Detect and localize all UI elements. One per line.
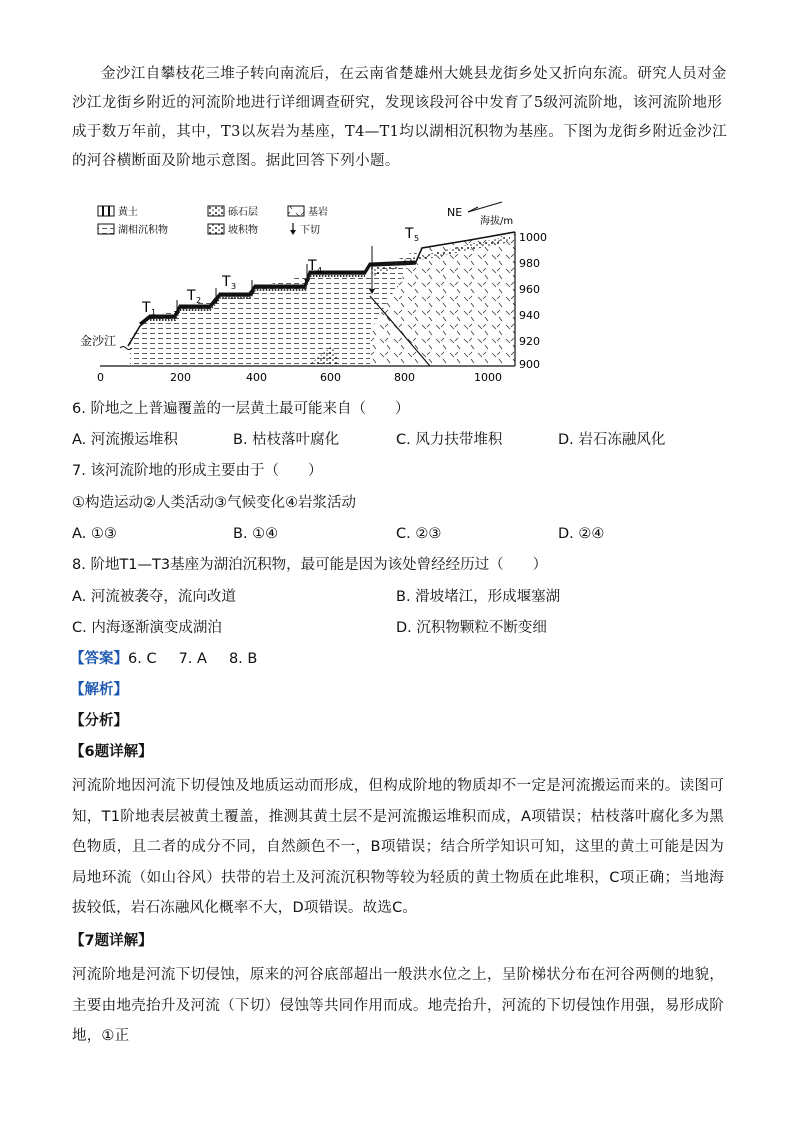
q7-option-c: C. ②③ xyxy=(396,526,442,542)
question-6-stem: 6. 阶地之上普遍覆盖的一层黄土最可能来自（ ） xyxy=(72,401,410,417)
q8-option-b: B. 滑坡堵江，形成堰塞湖 xyxy=(396,589,561,605)
legend xyxy=(98,205,328,236)
analysis-heading: 【解析】 xyxy=(70,682,128,698)
legend-colluvium-swatch xyxy=(208,224,224,234)
answer-6: 6. C xyxy=(128,651,157,667)
answer-line xyxy=(70,649,279,669)
q6-option-c: C. 风力扶带堆积 xyxy=(396,432,503,448)
legend-gravel: 砾石层 xyxy=(228,207,258,218)
terrace-t4-sub: 4 xyxy=(317,266,323,275)
y-tick-920: 920 xyxy=(519,335,540,348)
question-7-choices: ①构造运动②人类活动③气候变化④岩浆活动 xyxy=(72,495,356,511)
direction-arrow-icon xyxy=(468,202,502,212)
terrace-t3: T xyxy=(222,274,231,290)
detail-6-heading: 【6题详解】 xyxy=(70,744,153,760)
terrace-t1-sub: 1 xyxy=(151,308,157,317)
answer-label: 【答案】 xyxy=(70,651,128,667)
y-tick-900: 900 xyxy=(519,358,540,371)
river-label: 金沙江 xyxy=(80,334,117,348)
legend-bedrock: 基岩 xyxy=(308,207,328,218)
legend-lake: 湖相沉积物 xyxy=(118,225,168,236)
y-ticks xyxy=(519,231,547,371)
cross-section-svg xyxy=(70,196,550,386)
y-tick-1000: 1000 xyxy=(519,231,547,244)
y-tick-980: 980 xyxy=(519,257,540,270)
q7-option-d: D. ②④ xyxy=(558,526,605,542)
legend-colluvium: 坡积物 xyxy=(228,225,258,236)
answer-7: 7. A xyxy=(178,651,207,667)
terrace-t3-sub: 3 xyxy=(231,282,237,291)
terrace-cross-section-figure xyxy=(70,196,550,386)
answer-8: 8. B xyxy=(228,651,258,667)
breakdown-heading: 【分析】 xyxy=(70,713,128,729)
question-8-stem: 8. 阶地T1—T3基座为湖泊沉积物，最可能是因为该处曾经经历过（ ） xyxy=(72,557,548,573)
x-tick-800: 800 xyxy=(394,371,415,384)
terrace-t2-sub: 2 xyxy=(196,296,202,305)
intro-paragraph: 金沙江自攀枝花三堆子转向南流后，在云南省楚雄州大姚县龙街乡处又折向东流。研究人员对金沙江龙街乡附近的河流阶地进行详细调查研究，发现该段河谷中发育了5级河流阶地，该河流阶地形成于数万年前，其中，T3以灰岩为基座，T4—T1均以湖相沉积物为基座。下图为龙街乡附近金沙江的河谷横断面及阶地示意图。据此回答下列小题。 xyxy=(72,66,728,169)
legend-loess: 黄土 xyxy=(118,207,138,218)
x-tick-600: 600 xyxy=(320,371,341,384)
q7-option-a: A. ①③ xyxy=(72,526,117,542)
terrace-t1: T xyxy=(142,300,151,316)
q8-option-d: D. 沉积物颗粒不断变细 xyxy=(396,620,547,636)
legend-gravel-swatch xyxy=(208,206,224,216)
terrace-t4: T xyxy=(308,258,317,274)
q8-option-c: C. 内海逐渐演变成湖泊 xyxy=(72,620,222,636)
detail-7-heading: 【7题详解】 xyxy=(70,933,153,949)
terrace-t2: T xyxy=(187,288,196,304)
x-tick-400: 400 xyxy=(246,371,267,384)
q6-option-d: D. 岩石冻融风化 xyxy=(558,432,666,448)
y-tick-960: 960 xyxy=(519,283,540,296)
legend-bedrock-swatch xyxy=(288,206,304,216)
x-ticks xyxy=(97,371,502,384)
question-7-stem: 7. 该河流阶地的形成主要由于（ ） xyxy=(72,463,323,479)
elevation-unit: 海拔/m xyxy=(480,216,514,227)
x-tick-1000: 1000 xyxy=(474,371,502,384)
direction-label: NE xyxy=(447,206,463,219)
x-tick-0: 0 xyxy=(97,371,104,384)
q6-option-a: A. 河流搬运堆积 xyxy=(72,432,178,448)
q6-option-b: B. 枯枝落叶腐化 xyxy=(233,432,340,448)
detail-6-paragraph: 河流阶地因河流下切侵蚀及地质运动而形成，但构成阶地的物质却不一定是河流搬运而来的。读图可知，T1阶地表层被黄土覆盖，推测其黄土层不是河流搬运堆积而成，A项错误；枯枝落叶腐化多为黑色物质，且二者的成分不同，自然颜色不一，B项错误；结合所学知识可知，这里的黄土可能是因为局地环流（如山谷风）扶带的岩土及河流沉积物等较为轻质的黄土物质在此堆积，C项正确；当地海拔较低，岩石冻融风化概率不大，D项错误。故选C。 xyxy=(72,778,724,916)
terrace-t5: T xyxy=(405,226,414,242)
y-tick-940: 940 xyxy=(519,309,540,322)
terrace-t5-sub: 5 xyxy=(414,234,420,243)
legend-lake-swatch xyxy=(98,224,114,234)
x-tick-200: 200 xyxy=(170,371,191,384)
detail-7-paragraph: 河流阶地是河流下切侵蚀，原来的河谷底部超出一般洪水位之上，呈阶梯状分布在河谷两侧的地貌，主要由地壳抬升及河流（下切）侵蚀等共同作用而成。地壳抬升，河流的下切侵蚀作用强，易形成阶地，①正 xyxy=(72,967,724,1044)
legend-loess-swatch xyxy=(98,206,114,216)
legend-downcut: 下切 xyxy=(300,225,320,236)
q8-option-a: A. 河流被袭夺，流向改道 xyxy=(72,589,236,605)
q7-option-b: B. ①④ xyxy=(233,526,279,542)
